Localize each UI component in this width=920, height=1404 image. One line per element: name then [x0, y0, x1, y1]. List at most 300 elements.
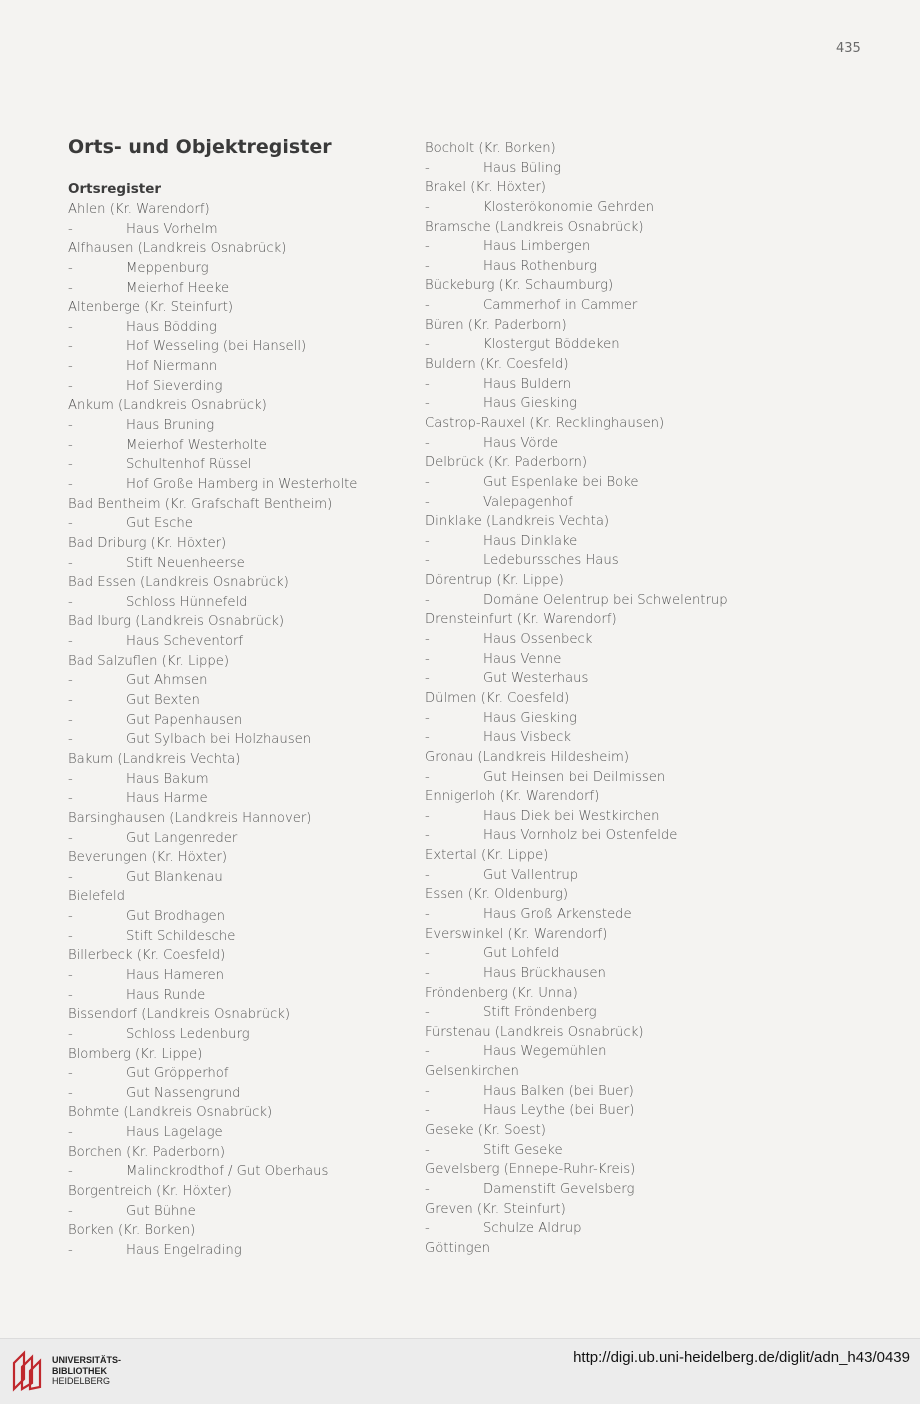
register-subentry — [425, 493, 728, 513]
entry-text: Haus Harme — [126, 791, 208, 807]
entry-dash: - — [425, 160, 430, 176]
entry-text: Buldern (Kr. Coesfeld) — [425, 357, 569, 373]
register-subentry — [68, 868, 357, 888]
register-subentry — [425, 826, 728, 846]
library-name-line2: BIBLIOTHEK — [52, 1365, 107, 1376]
register-subentry — [68, 632, 357, 652]
entry-text: Haus Buldern — [483, 376, 572, 392]
register-subentry — [68, 377, 357, 397]
register-subentry — [425, 905, 728, 925]
entry-text: Haus Giesking — [483, 396, 577, 412]
register-entry — [425, 276, 728, 296]
entry-text: Haus Lagelage — [126, 1125, 223, 1141]
register-subentry — [68, 829, 357, 849]
register-subentry — [68, 259, 357, 279]
register-subentry — [425, 296, 728, 316]
entry-text: Bad Driburg (Kr. Höxter) — [68, 535, 227, 551]
entry-text: Stift Fröndenberg — [483, 1005, 597, 1021]
entry-text: Ankum (Landkreis Osnabrück) — [68, 398, 267, 414]
entry-text: Haus Scheventorf — [126, 634, 244, 650]
entry-text: Beverungen (Kr. Höxter) — [68, 850, 228, 866]
entry-text: Damenstift Gevelsberg — [483, 1181, 635, 1197]
entry-dash: - — [425, 651, 430, 667]
entry-text: Schloss Ledenburg — [126, 1026, 250, 1042]
register-subentry — [425, 1082, 728, 1102]
entry-dash: - — [68, 1085, 73, 1101]
register-subentry — [68, 514, 357, 534]
entry-text: Drensteinfurt (Kr. Warendorf) — [425, 612, 617, 628]
entry-dash: - — [425, 730, 430, 746]
register-entry — [68, 750, 357, 770]
entry-text: Hof Wesseling (bei Hansell) — [126, 339, 307, 355]
register-subentry — [68, 1084, 357, 1104]
entry-text: Stift Geseke — [483, 1142, 563, 1158]
entry-text: Extertal (Kr. Lippe) — [425, 848, 549, 864]
register-entry — [425, 689, 728, 709]
entry-dash: - — [68, 771, 73, 787]
entry-text: Stift Neuenheerse — [126, 555, 245, 571]
entry-text: Gut Nassengrund — [126, 1085, 241, 1101]
register-subentry — [425, 1101, 728, 1121]
entry-text: Gut Esche — [126, 516, 193, 532]
entry-dash: - — [68, 457, 73, 473]
entry-text: Schultenhof Rüssel — [126, 457, 252, 473]
register-entry — [425, 846, 728, 866]
register-entry — [68, 946, 357, 966]
entry-text: Gronau (Landkreis Hildesheim) — [425, 749, 630, 765]
register-entry — [425, 512, 728, 532]
entry-text: Malinckrodthof / Gut Oberhaus — [126, 1164, 329, 1180]
entry-text: Büren (Kr. Paderborn) — [425, 317, 567, 333]
entry-text: Gut Lohfeld — [483, 946, 560, 962]
register-entry — [68, 887, 357, 907]
entry-dash: - — [425, 298, 430, 314]
entry-dash: - — [68, 319, 73, 335]
register-entry — [425, 925, 728, 945]
entry-text: Haus Vornholz bei Ostenfelde — [483, 828, 678, 844]
register-entry — [68, 1005, 357, 1025]
entry-text: Bielefeld — [68, 889, 125, 905]
entry-text: Gut Bexten — [126, 693, 200, 709]
entry-text: Dinklake (Landkreis Vechta) — [425, 514, 610, 530]
entry-text: Stift Schildesche — [126, 928, 236, 944]
entry-dash: - — [425, 632, 430, 648]
entry-dash: - — [425, 808, 430, 824]
entry-dash: - — [68, 418, 73, 434]
register-entry — [68, 298, 357, 318]
register-entry — [425, 414, 728, 434]
entry-text: Ledeburssches Haus — [483, 553, 619, 569]
register-subentry — [425, 669, 728, 689]
entry-text: Brakel (Kr. Höxter) — [425, 180, 546, 196]
register-subentry — [68, 789, 357, 809]
register-subentry — [425, 1042, 728, 1062]
entry-dash: - — [425, 867, 430, 883]
entry-text: Haus Diek bei Westkirchen — [483, 808, 660, 824]
register-subentry — [68, 593, 357, 613]
permalink-url[interactable]: http://digi.ub.uni-heidelberg.de/diglit/adn_h43/0439 — [573, 1349, 910, 1366]
library-name-line1: UNIVERSITÄTS- — [52, 1355, 122, 1365]
entry-text: Gut Gröpperhof — [126, 1066, 229, 1082]
register-subentry — [68, 337, 357, 357]
register-entry — [68, 809, 357, 829]
register-subentry — [68, 416, 357, 436]
left-column — [68, 179, 357, 1261]
entry-text: Schulze Aldrup — [483, 1221, 582, 1237]
entry-text: Haus Büling — [483, 160, 562, 176]
register-subentry — [425, 198, 728, 218]
entry-text: Blomberg (Kr. Lippe) — [68, 1046, 203, 1062]
entry-dash: - — [425, 1103, 430, 1119]
entry-dash: - — [68, 280, 73, 296]
register-subentry — [68, 986, 357, 1006]
entry-dash: - — [68, 693, 73, 709]
register-subentry — [425, 473, 728, 493]
entry-dash: - — [425, 435, 430, 451]
entry-text: Bissendorf (Landkreis Osnabrück) — [68, 1007, 290, 1023]
entry-dash: - — [68, 967, 73, 983]
entry-text: Gut Brodhagen — [126, 909, 225, 925]
entry-text: Gevelsberg (Ennepe-Ruhr-Kreis) — [425, 1162, 636, 1178]
right-column — [425, 139, 728, 1259]
entry-dash: - — [68, 1026, 73, 1042]
entry-text: Domäne Oelentrup bei Schwelentrup — [483, 592, 728, 608]
entry-text: Haus Balken (bei Buer) — [483, 1083, 634, 1099]
page-title: Orts- und Objektregister — [68, 136, 332, 158]
entry-dash: - — [68, 1066, 73, 1082]
entry-dash: - — [68, 516, 73, 532]
register-entry — [68, 239, 357, 259]
entry-text: Bakum (Landkreis Vechta) — [68, 751, 241, 767]
entry-dash: - — [68, 221, 73, 237]
library-name — [52, 1355, 121, 1387]
entry-text: Dülmen (Kr. Coesfeld) — [425, 690, 570, 706]
register-subentry — [425, 728, 728, 748]
entry-dash: - — [425, 1221, 430, 1237]
register-subentry — [425, 866, 728, 886]
register-entry — [425, 218, 728, 238]
entry-dash: - — [68, 437, 73, 453]
register-subentry — [68, 1064, 357, 1084]
register-subentry — [68, 220, 357, 240]
register-subentry — [68, 357, 357, 377]
entry-text: Meppenburg — [126, 260, 209, 276]
entry-text: Alfhausen (Landkreis Osnabrück) — [68, 241, 287, 257]
entry-dash: - — [425, 592, 430, 608]
entry-dash: - — [425, 710, 430, 726]
register-subentry — [68, 711, 357, 731]
register-subentry — [425, 551, 728, 571]
entry-text: Ahlen (Kr. Warendorf) — [68, 202, 210, 217]
entry-dash: - — [425, 396, 430, 412]
entry-dash: - — [425, 1142, 430, 1158]
register-subentry — [425, 591, 728, 611]
entry-text: Barsinghausen (Landkreis Hannover) — [68, 810, 312, 826]
entry-dash: - — [425, 1083, 430, 1099]
entry-dash: - — [68, 476, 73, 492]
entry-text: Haus Ossenbeck — [483, 632, 593, 648]
register-subentry — [68, 279, 357, 299]
register-subentry — [68, 455, 357, 475]
entry-dash: - — [425, 239, 430, 255]
entry-dash: - — [425, 965, 430, 981]
register-subentry — [425, 709, 728, 729]
entry-text: Altenberge (Kr. Steinfurt) — [68, 300, 234, 316]
entry-text: Haus Giesking — [483, 710, 577, 726]
entry-text: Haus Vörde — [483, 435, 559, 451]
register-subentry — [68, 691, 357, 711]
register-subentry — [425, 944, 728, 964]
register-subentry — [425, 434, 728, 454]
entry-text: Bad Bentheim (Kr. Grafschaft Bentheim) — [68, 496, 333, 512]
entry-text: Ennigerloh (Kr. Warendorf) — [425, 789, 600, 805]
register-subentry — [68, 1162, 357, 1182]
entry-text: Bad Essen (Landkreis Osnabrück) — [68, 575, 289, 591]
entry-text: Borchen (Kr. Paderborn) — [68, 1144, 225, 1160]
entry-dash: - — [425, 946, 430, 962]
register-subentry — [68, 966, 357, 986]
entry-dash: - — [68, 378, 73, 394]
entry-text: Gut Vallentrup — [483, 867, 579, 883]
entry-text: Gut Papenhausen — [126, 712, 243, 728]
register-entry — [68, 612, 357, 632]
register-entry — [68, 652, 357, 672]
register-entry — [68, 396, 357, 416]
register-subentry — [68, 770, 357, 790]
viewer-footer — [0, 1338, 920, 1404]
entry-dash: - — [425, 769, 430, 785]
register-entry — [68, 1182, 357, 1202]
entry-dash: - — [68, 634, 73, 650]
entry-dash: - — [425, 906, 430, 922]
register-subentry — [425, 1180, 728, 1200]
entry-text: Haus Bakum — [126, 771, 209, 787]
entry-text: Bocholt (Kr. Borken) — [425, 141, 556, 156]
entry-text: Bramsche (Landkreis Osnabrück) — [425, 219, 644, 235]
register-entry — [68, 848, 357, 868]
register-subentry — [68, 1202, 357, 1222]
section-title: Ortsregister — [68, 181, 162, 197]
register-subentry — [425, 768, 728, 788]
entry-dash: - — [425, 1005, 430, 1021]
register-entry — [68, 495, 357, 515]
entry-text: Klosterökonomie Gehrden — [483, 199, 654, 215]
register-entry — [425, 787, 728, 807]
entry-text: Gut Espenlake bei Boke — [483, 474, 639, 490]
register-entry — [68, 1221, 357, 1241]
entry-text: Haus Runde — [126, 987, 206, 1003]
register-entry — [68, 573, 357, 593]
entry-text: Greven (Kr. Steinfurt) — [425, 1201, 566, 1217]
register-subentry — [68, 318, 357, 338]
entry-dash: - — [425, 199, 430, 215]
entry-dash: - — [425, 337, 430, 353]
register-subentry — [425, 964, 728, 984]
entry-dash: - — [68, 791, 73, 807]
entry-text: Fürstenau (Landkreis Osnabrück) — [425, 1024, 644, 1040]
entry-dash: - — [68, 830, 73, 846]
register-subentry — [68, 475, 357, 495]
entry-text: Haus Rothenburg — [483, 258, 597, 274]
entry-text: Bad Iburg (Landkreis Osnabrück) — [68, 614, 284, 630]
entry-text: Gut Sylbach bei Holzhausen — [126, 732, 312, 748]
register-subentry — [68, 927, 357, 947]
register-subentry — [68, 730, 357, 750]
entry-text: Gut Blankenau — [126, 869, 223, 885]
entry-dash: - — [68, 712, 73, 728]
register-entry — [425, 1121, 728, 1141]
entry-text: Gut Bühne — [126, 1203, 196, 1219]
entry-dash: - — [425, 533, 430, 549]
register-subentry — [68, 1123, 357, 1143]
entry-dash: - — [425, 671, 430, 687]
register-entry — [68, 1103, 357, 1123]
entry-text: Göttingen — [425, 1240, 491, 1256]
entry-text: Haus Bödding — [126, 319, 217, 335]
register-subentry — [425, 532, 728, 552]
register-subentry — [425, 335, 728, 355]
entry-dash: - — [425, 828, 430, 844]
entry-text: Haus Vorhelm — [126, 221, 218, 237]
entry-text: Schloss Hünnefeld — [126, 594, 248, 610]
register-entry — [425, 1200, 728, 1220]
entry-dash: - — [425, 376, 430, 392]
entry-dash: - — [68, 909, 73, 925]
register-subentry — [425, 375, 728, 395]
register-subentry — [425, 257, 728, 277]
entry-dash: - — [68, 1164, 73, 1180]
entry-dash: - — [425, 258, 430, 274]
entry-text: Billerbeck (Kr. Coesfeld) — [68, 948, 226, 964]
register-entry — [425, 139, 728, 159]
entry-dash: - — [68, 339, 73, 355]
register-entry — [425, 885, 728, 905]
entry-text: Delbrück (Kr. Paderborn) — [425, 455, 588, 471]
entry-text: Klostergut Böddeken — [483, 337, 620, 353]
entry-dash: - — [68, 555, 73, 571]
register-entry — [68, 534, 357, 554]
entry-text: Haus Visbeck — [483, 730, 572, 746]
register-subentry — [68, 436, 357, 456]
entry-text: Haus Leythe (bei Buer) — [483, 1103, 635, 1119]
library-name-line3: HEIDELBERG — [52, 1376, 111, 1386]
entry-text: Cammerhof in Cammer — [483, 298, 638, 314]
register-entry — [425, 178, 728, 198]
entry-dash: - — [425, 1044, 430, 1060]
entry-text: Borken (Kr. Borken) — [68, 1223, 196, 1239]
entry-dash: - — [425, 1181, 430, 1197]
entry-text: Geseke (Kr. Soest) — [425, 1123, 546, 1139]
entry-dash: - — [68, 260, 73, 276]
register-subentry — [425, 650, 728, 670]
entry-text: Meierhof Heeke — [126, 280, 230, 296]
register-entry — [68, 200, 357, 220]
entry-text: Haus Venne — [483, 651, 562, 667]
entry-dash: - — [68, 1203, 73, 1219]
entry-dash: - — [68, 1242, 73, 1258]
register-subentry — [68, 1025, 357, 1045]
entry-text: Bückeburg (Kr. Schaumburg) — [425, 278, 614, 294]
entry-dash: - — [68, 594, 73, 610]
entry-text: Gut Heinsen bei Deilmissen — [483, 769, 666, 785]
register-subentry — [425, 237, 728, 257]
register-entry — [425, 1023, 728, 1043]
register-subentry — [68, 1241, 357, 1261]
register-subentry — [425, 1141, 728, 1161]
entry-dash: - — [68, 673, 73, 689]
entry-text: Hof Große Hamberg in Westerholte — [126, 476, 358, 492]
entry-text: Everswinkel (Kr. Warendorf) — [425, 926, 608, 942]
register-subentry — [68, 554, 357, 574]
register-entry — [425, 1239, 728, 1259]
entry-text: Haus Bruning — [126, 418, 215, 434]
entry-dash: - — [68, 987, 73, 1003]
register-subentry — [68, 671, 357, 691]
entry-text: Haus Limbergen — [483, 239, 591, 255]
register-entry — [68, 1045, 357, 1065]
register-entry — [425, 453, 728, 473]
entry-dash: - — [68, 1125, 73, 1141]
entry-text: Hof Niermann — [126, 359, 218, 375]
register-subentry — [425, 159, 728, 179]
entry-dash: - — [425, 474, 430, 490]
register-entry — [425, 748, 728, 768]
entry-text: Fröndenberg (Kr. Unna) — [425, 985, 578, 1001]
register-subentry — [425, 1003, 728, 1023]
register-subentry — [425, 630, 728, 650]
entry-dash: - — [425, 553, 430, 569]
entry-text: Borgentreich (Kr. Höxter) — [68, 1184, 232, 1200]
register-entry — [425, 1062, 728, 1082]
entry-text: Dörentrup (Kr. Lippe) — [425, 573, 564, 589]
register-subentry — [425, 807, 728, 827]
register-entry — [425, 571, 728, 591]
page-number: 435 — [836, 41, 861, 56]
entry-text: Essen (Kr. Oldenburg) — [425, 887, 568, 903]
entry-text: Bad Salzuflen (Kr. Lippe) — [68, 653, 230, 669]
entry-text: Haus Dinklake — [483, 533, 578, 549]
register-entry — [425, 355, 728, 375]
entry-dash: - — [425, 494, 430, 510]
entry-text: Gut Langenreder — [126, 830, 238, 846]
entry-text: Valepagenhof — [483, 494, 573, 510]
entry-text: Castrop-Rauxel (Kr. Recklinghausen) — [425, 415, 665, 431]
register-entry — [425, 984, 728, 1004]
entry-dash: - — [68, 928, 73, 944]
entry-text: Gut Westerhaus — [483, 671, 589, 687]
entry-text: Hof Sieverding — [126, 378, 223, 394]
entry-text: Bohmte (Landkreis Osnabrück) — [68, 1105, 273, 1121]
register-entry — [425, 1160, 728, 1180]
register-entry — [425, 316, 728, 336]
entry-text: Meierhof Westerholte — [126, 437, 267, 453]
entry-text: Haus Groß Arkenstede — [483, 906, 632, 922]
entry-text: Haus Brückhausen — [483, 965, 606, 981]
register-subentry — [425, 1219, 728, 1239]
entry-text: Haus Wegemühlen — [483, 1044, 607, 1060]
entry-text: Gelsenkirchen — [425, 1064, 519, 1080]
register-subentry — [425, 394, 728, 414]
entry-dash: - — [68, 732, 73, 748]
entry-dash: - — [68, 359, 73, 375]
register-entry — [68, 1143, 357, 1163]
entry-text: Gut Ahmsen — [126, 673, 208, 689]
register-subentry — [68, 907, 357, 927]
register-entry — [425, 610, 728, 630]
library-logo-icon — [10, 1349, 46, 1393]
entry-text: Haus Engelrading — [126, 1242, 242, 1258]
entry-dash: - — [68, 869, 73, 885]
